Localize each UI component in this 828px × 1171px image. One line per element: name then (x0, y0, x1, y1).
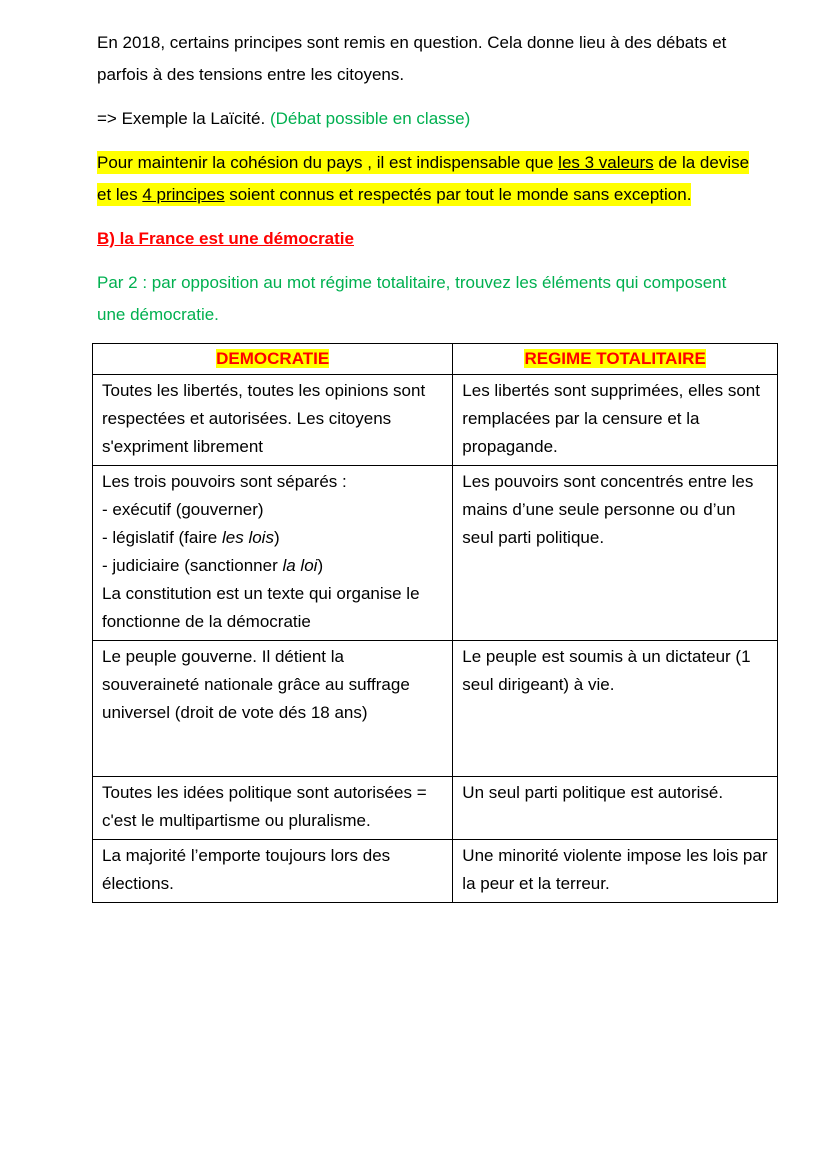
cell-text-line: - exécutif (gouverner) (102, 500, 264, 519)
table-row (93, 840, 778, 903)
cell-text-line: La constitution est un texte qui organise le fonctionne de la démocratie (102, 584, 420, 631)
cohesion-part2: de la devise et les (97, 153, 750, 204)
table-cell-left (93, 375, 453, 466)
highlighted-statement (97, 151, 749, 206)
cohesion-part3: soient connus et respectés par tout le monde sans exception. (224, 185, 692, 204)
section-heading-b: B) la France est une démocratie (97, 229, 354, 248)
table-cell-right (453, 777, 778, 840)
header-cell-regime (453, 344, 778, 375)
cell-text-line: Le peuple gouverne. Il détient la souveraineté nationale grâce au suffrage universel (droit de vote dés 18 ans) (102, 647, 410, 722)
table-cell-right (453, 375, 778, 466)
table-cell-left (93, 466, 453, 641)
cell-text-line: Les libertés sont supprimées, elles sont remplacées par la censure et la propagande. (462, 381, 760, 456)
cohesion-underline-values: les 3 valeurs (558, 153, 654, 172)
intro-text: En 2018, certains principes sont remis en question. Cela donne lieu à des débats et parfois à des tensions entre les citoyens. (97, 33, 727, 84)
header-label-regime: REGIME TOTALITAIRE (524, 349, 706, 368)
table-cell-left (93, 641, 453, 777)
cohesion-paragraph (97, 147, 758, 211)
cell-text-line: La majorité l’emporte toujours lors des élections. (102, 846, 391, 893)
cell-text-line: Les pouvoirs sont concentrés entre les mains d’une seule personne ou d’un seul parti politique. (462, 472, 754, 547)
example-prefix: => Exemple la Laïcité. (97, 109, 270, 128)
cell-text-line: Le peuple est soumis à un dictateur (1 seul dirigeant) à vie. (462, 647, 751, 694)
cell-text-line: Un seul parti politique est autorisé. (462, 783, 724, 802)
header-cell-democratie (93, 344, 453, 375)
table-cell-right (453, 840, 778, 903)
cell-text-line: Toutes les idées politique sont autorisées = c'est le multipartisme ou pluralisme. (102, 783, 427, 830)
table-cell-left (93, 840, 453, 903)
cell-text-line: Les trois pouvoirs sont séparés : (102, 472, 347, 491)
table-cell-right (453, 466, 778, 641)
example-green-note: (Débat possible en classe) (269, 109, 471, 128)
cell-text-line: - judiciaire (sanctionner la loi) (102, 556, 324, 575)
cell-text-line: Toutes les libertés, toutes les opinions sont respectées et autorisées. Les citoyens s'expriment librement (102, 381, 426, 456)
table-cell-right (453, 641, 778, 777)
instruction-paragraph (97, 267, 758, 331)
cell-text-line: Une minorité violente impose les lois par la peur et la terreur. (462, 846, 768, 893)
table-row (93, 466, 778, 641)
comparison-table-body (93, 375, 778, 903)
cohesion-part1: Pour maintenir la cohésion du pays , il est indispensable que (97, 153, 559, 172)
cohesion-underline-principles: 4 principes (142, 185, 225, 204)
table-cell-left (93, 777, 453, 840)
header-label-democratie: DEMOCRATIE (216, 349, 330, 368)
table-row (93, 641, 778, 777)
table-row (93, 777, 778, 840)
instruction-text: Par 2 : par opposition au mot régime totalitaire, trouvez les éléments qui composent une démocratie. (97, 273, 727, 324)
intro-paragraph (97, 27, 758, 91)
cell-text-line: - législatif (faire les lois) (102, 528, 280, 547)
example-paragraph (97, 103, 758, 135)
table-row (93, 375, 778, 466)
comparison-table (92, 343, 778, 903)
table-header-row (93, 344, 778, 375)
